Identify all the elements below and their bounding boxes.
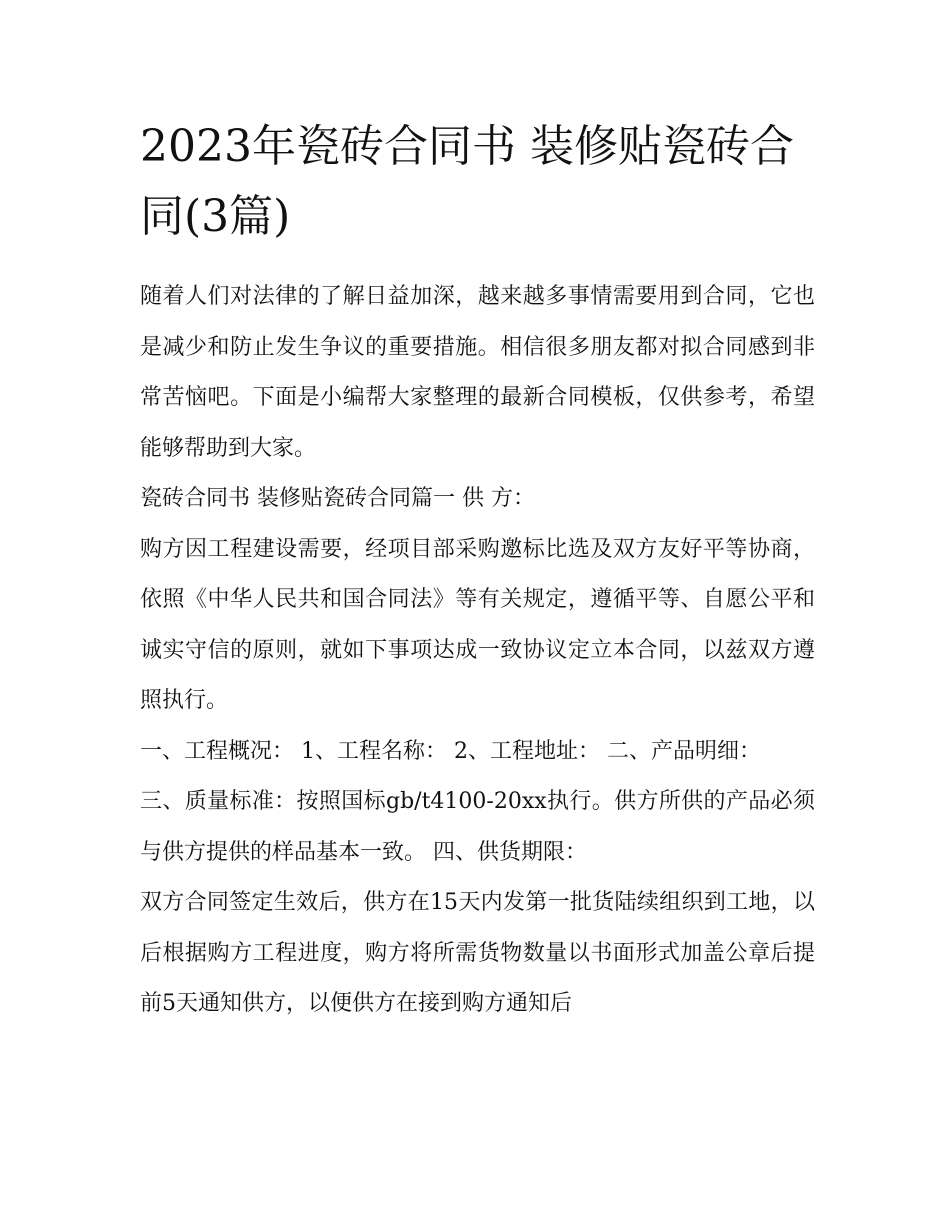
- clause-quality-standard: 三、质量标准：按照国标gb/t4100-20xx执行。供方所供的产品必须与供方提供的样品基本一致。 四、供货期限：: [140, 789, 815, 865]
- clause-delivery-terms: 双方合同签定生效后，供方在15天内发第一批货陆续组织到工地，以后根据购方工程进度，购方将所需货物数量以书面形式加盖公章后提前5天通知供方，以便供方在接到购方通知后: [140, 890, 815, 1016]
- section-heading: 瓷砖合同书 装修贴瓷砖合同篇一 供 方：: [140, 486, 535, 511]
- clause-project-overview: 一、工程概况： 1、工程名称： 2、工程地址： 二、产品明细：: [140, 738, 761, 764]
- document-body: [140, 112, 815, 1030]
- contract-preamble: 购方因工程建设需要，经项目部采购邀标比选及双方友好平等协商，依照《中华人民共和国合同法》等有关规定，遵循平等、自愿公平和诚实守信的原则，就如下事项达成一致协议定立本合同，以兹双方遵照执行。: [140, 536, 815, 713]
- document-title: 2023年瓷砖合同书 装修贴瓷砖合同(3篇): [140, 121, 794, 242]
- intro-paragraph: 随着人们对法律的了解日益加深，越来越多事情需要用到合同，它也是减少和防止发生争议的重要措施。相信很多朋友都对拟合同感到非常苦恼吧。下面是小编帮大家整理的最新合同模板，仅供参考，希望能够帮助到大家。: [140, 284, 815, 461]
